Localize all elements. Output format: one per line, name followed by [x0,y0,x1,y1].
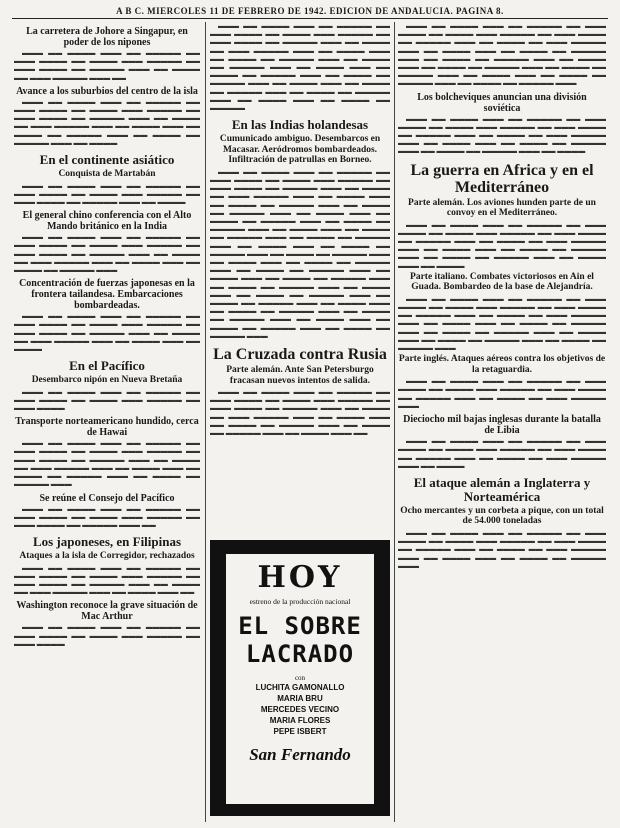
headline: Se reúne el Consejo del Pacífico [39,492,175,504]
section-headline: La Cruzada contra Rusia [213,346,387,363]
subheadline: Ocho mercantes y un corbeta a pique, con un total de 54.000 toneladas [400,505,604,527]
subheadline: Parte alemán. Ante San Petersburgo fracasan nuevos intentos de salida. [226,365,374,386]
ad-cinema-name: San Fernando [249,745,351,764]
cinema-advertisement [210,540,390,816]
ad-cast-list [226,682,374,737]
headline: Los bolcheviques anuncian una división soviética [417,91,587,114]
article-body: ▬▬▬ ▬▬ ▬▬▬▬ ▬▬▬ ▬▬ ▬▬▬▬▬ ▬▬ ▬▬▬ ▬▬▬▬ ▬▬ ▬▬▬▬ ▬▬▬ ▬▬▬▬▬ ▬▬ ▬▬▬ ▬▬▬▬ ▬▬ ▬▬▬▬▬ ▬▬▬ ▬▬ ▬▬▬▬ ▬▬ ▬▬▬ ▬▬▬▬▬ ▬▬▬ ▬▬ ▬▬▬▬ ▬▬▬ ▬▬ ▬▬▬▬ ▬▬ ▬▬▬▬▬ ▬▬▬ [14,233,200,274]
headline: La carretera de Johore a Singapur, en poder de los nipones [26,26,188,48]
headline: El general chino conferencia con el Alto Mando británico en la India [22,210,192,233]
section-headline: La guerra en Africa y en el Mediterráneo [410,161,594,196]
section-headline: El ataque alemán a Inglaterra y Norteamérica [413,474,591,504]
ad-cast-member: MERCEDES VECINO [260,705,340,714]
section-headline: En las Indias holandesas [231,117,369,133]
article-body: ▬▬▬ ▬▬ ▬▬▬▬ ▬▬▬ ▬▬ ▬▬▬▬▬ ▬▬ ▬▬▬ ▬▬▬▬ ▬▬ ▬▬▬▬ ▬▬▬ ▬▬▬▬▬ ▬▬ ▬▬▬ ▬▬▬▬ ▬▬ ▬▬▬▬▬ ▬▬▬ ▬▬ ▬▬▬▬ ▬▬ ▬▬▬ ▬▬▬▬▬ ▬▬▬ ▬▬ ▬▬▬▬ ▬▬▬ ▬▬ ▬▬▬▬ ▬▬ ▬▬▬▬▬ ▬▬▬ [398,528,606,570]
article-body: ▬▬▬ ▬▬ ▬▬▬▬ ▬▬▬ ▬▬ ▬▬▬▬▬ ▬▬ ▬▬▬ ▬▬▬▬ ▬▬ ▬▬▬▬ ▬▬▬ ▬▬▬▬▬ ▬▬ ▬▬▬ ▬▬▬▬ ▬▬ ▬▬▬▬▬ ▬▬▬ ▬▬ ▬▬▬▬ ▬▬ ▬▬▬ ▬▬▬▬▬ ▬▬▬ [398,377,606,410]
article-body: ▬▬▬ ▬▬ ▬▬▬▬ ▬▬▬ ▬▬ ▬▬▬▬▬ ▬▬ ▬▬▬ ▬▬▬▬ ▬▬ ▬▬▬▬ ▬▬▬ ▬▬▬▬▬ ▬▬ ▬▬▬ ▬▬▬▬ ▬▬ ▬▬▬▬▬ ▬▬▬ ▬▬ ▬▬▬▬ ▬▬ ▬▬▬ ▬▬▬▬▬ ▬▬▬ ▬▬ ▬▬▬▬ ▬▬▬ ▬▬ ▬▬▬▬ ▬▬ ▬▬▬▬▬ ▬▬▬ ▬▬ ▬▬▬▬ ▬▬ ▬▬▬▬▬ ▬▬▬ ▬▬ ▬▬▬▬ ▬▬▬ ▬▬ ▬▬▬▬ ▬▬ ▬▬▬▬▬ ▬▬▬ ▬▬ ▬▬▬▬ ▬▬ ▬▬▬▬▬ ▬▬▬ ▬▬ ▬▬▬▬ ▬▬▬ ▬▬ ▬▬▬▬ ▬▬ ▬▬▬▬▬ ▬▬▬ ▬▬ ▬▬▬▬ ▬▬ ▬▬▬▬▬ ▬▬▬ ▬▬ ▬▬▬▬ ▬▬▬ ▬▬ ▬▬▬▬ ▬▬ ▬▬▬▬▬ ▬▬▬ ▬▬ ▬▬▬▬ ▬▬ ▬▬▬▬▬ ▬▬▬ ▬▬ ▬▬▬▬ ▬▬▬ ▬▬ ▬▬▬▬ ▬▬ ▬▬▬▬▬ ▬▬▬ ▬▬ ▬▬▬▬ ▬▬ ▬▬▬▬▬ ▬▬▬ ▬▬ ▬▬▬▬ ▬▬▬ ▬▬ ▬▬▬▬ ▬▬ ▬▬▬▬▬ ▬▬▬ ▬▬ ▬▬▬▬ ▬▬ ▬▬▬▬▬ ▬▬▬ ▬▬ ▬▬▬▬ ▬▬▬ ▬▬ ▬▬▬▬ ▬▬ ▬▬▬▬▬ ▬▬▬ ▬▬ ▬▬▬▬ ▬▬ ▬▬▬▬▬ ▬▬▬ ▬▬ ▬▬▬▬ ▬▬▬ ▬▬ ▬▬▬▬ ▬▬ ▬▬▬▬▬ ▬▬▬ ▬▬ ▬▬▬▬ ▬▬ ▬▬▬▬▬ ▬▬▬ ▬▬ ▬▬▬▬ ▬▬▬ ▬▬ ▬▬▬▬ ▬▬ ▬▬▬▬▬ ▬▬▬ ▬▬ ▬▬▬▬ ▬▬ ▬▬▬▬▬ ▬▬▬ [210,167,390,340]
ad-film-line1: EL SOBRE [238,612,362,640]
headline: Transporte norteamericano hundido, cerca de Hawai [15,416,199,439]
ad-cast-member: PEPE ISBERT [273,727,327,736]
subheadline: Desembarco nipón en Nueva Bretaña [31,375,183,386]
headline: Concentración de fuerzas japonesas en la frontera tailandesa. Embarcaciones bombardeadas. [19,278,195,312]
subheadline: Cumunicado ambiguo. Desembarcos en Macasar. Aeródromos bombardeados. Infiltración de patrullas en Borneo. [219,134,381,166]
article-body: ▬▬▬ ▬▬ ▬▬▬▬ ▬▬▬ ▬▬ ▬▬▬▬▬ ▬▬ ▬▬▬ ▬▬▬▬ ▬▬ ▬▬▬▬ ▬▬▬ ▬▬▬▬▬ ▬▬ ▬▬▬ ▬▬▬▬ ▬▬ ▬▬▬▬▬ ▬▬▬ ▬▬ ▬▬▬▬ ▬▬ ▬▬▬ ▬▬▬▬▬ ▬▬▬ ▬▬ ▬▬▬▬ ▬▬▬ ▬▬ ▬▬▬▬ [14,312,200,353]
column-rule [394,22,395,822]
article-body: ▬▬▬ ▬▬ ▬▬▬▬ ▬▬▬ ▬▬ ▬▬▬▬▬ ▬▬ ▬▬▬ ▬▬▬▬ ▬▬ ▬▬▬▬ ▬▬▬ ▬▬▬▬▬ ▬▬ ▬▬▬ ▬▬▬▬ ▬▬ ▬▬▬▬▬ ▬▬▬ ▬▬ ▬▬▬▬ [14,181,200,206]
article-body: ▬▬▬ ▬▬ ▬▬▬▬ ▬▬▬ ▬▬ ▬▬▬▬▬ ▬▬ ▬▬▬ ▬▬▬▬ ▬▬ ▬▬▬▬ ▬▬▬ ▬▬▬▬▬ ▬▬ ▬▬▬ ▬▬▬▬ [14,623,200,648]
column-left [14,22,200,822]
ad-cast-member: MARIA BRU [277,694,323,703]
article-body: ▬▬▬ ▬▬ ▬▬▬▬ ▬▬▬ ▬▬ ▬▬▬▬▬ ▬▬ ▬▬▬ ▬▬▬▬ ▬▬ ▬▬▬▬ ▬▬▬ ▬▬▬▬▬ ▬▬ ▬▬▬ ▬▬▬▬ ▬▬ ▬▬▬▬▬ ▬▬▬ ▬▬ [14,504,200,529]
ad-estreno: estreno de la producción nacional [249,597,351,606]
headline: Dieciocho mil bajas inglesas durante la batalla de Libia [403,414,601,437]
article-body: ▬▬▬ ▬▬ ▬▬▬▬ ▬▬▬ ▬▬ ▬▬▬▬▬ ▬▬ ▬▬▬ ▬▬▬▬ ▬▬ ▬▬▬▬ ▬▬▬ ▬▬▬▬▬ ▬▬ ▬▬▬ ▬▬▬▬ ▬▬ ▬▬▬▬▬ ▬▬▬ ▬▬ ▬▬▬▬ ▬▬ ▬▬▬ ▬▬▬▬▬ ▬▬▬ ▬▬ ▬▬▬▬ ▬▬▬ ▬▬ ▬▬▬▬ ▬▬ ▬▬▬▬▬ ▬▬▬ ▬▬ ▬▬▬▬ ▬▬ ▬▬▬▬▬ ▬▬▬ ▬▬ ▬▬▬▬ ▬▬▬ ▬▬ ▬▬▬▬ [398,220,606,270]
article-body: ▬▬▬ ▬▬ ▬▬▬▬ ▬▬▬ ▬▬ ▬▬▬▬▬ ▬▬ ▬▬▬ ▬▬▬▬ ▬▬ ▬▬▬▬ ▬▬▬ ▬▬▬▬▬ ▬▬ ▬▬▬ ▬▬▬▬ ▬▬ ▬▬▬▬▬ ▬▬▬ ▬▬ ▬▬▬▬ ▬▬ ▬▬▬ ▬▬▬▬▬ ▬▬▬ ▬▬ [14,49,200,82]
section-headline: Los japoneses, en Filipinas [32,534,182,550]
subheadline: Parte inglés. Ataques aéreos contra los objetivos de la retaguardia. [398,354,606,375]
article-body: ▬▬▬ ▬▬ ▬▬▬▬ ▬▬▬ ▬▬ ▬▬▬▬▬ ▬▬ ▬▬▬ ▬▬▬▬ ▬▬ ▬▬▬▬ ▬▬▬ ▬▬▬▬▬ ▬▬ ▬▬▬ ▬▬▬▬ ▬▬ ▬▬▬▬▬ ▬▬▬ ▬▬ ▬▬▬▬ ▬▬ ▬▬▬ ▬▬▬▬▬ ▬▬▬ ▬▬ ▬▬▬▬ ▬▬▬ ▬▬ ▬▬▬▬ ▬▬ ▬▬▬▬▬ ▬▬▬ ▬▬ ▬▬▬▬ ▬▬ ▬▬▬▬▬ ▬▬▬ [14,439,200,489]
article-body: ▬▬▬ ▬▬ ▬▬▬▬ ▬▬▬ ▬▬ ▬▬▬▬▬ ▬▬ ▬▬▬ ▬▬▬▬ ▬▬ ▬▬▬▬ ▬▬▬ ▬▬▬▬▬ ▬▬ ▬▬▬ ▬▬▬▬ ▬▬ ▬▬▬▬▬ ▬▬▬ ▬▬ ▬▬▬▬ ▬▬ ▬▬▬ ▬▬▬▬▬ ▬▬▬ ▬▬ ▬▬▬▬ ▬▬▬ ▬▬ ▬▬▬▬ ▬▬ ▬▬▬▬▬ ▬▬▬ ▬▬ ▬▬▬▬ ▬▬ ▬▬▬▬▬ ▬▬▬ ▬▬ ▬▬▬▬ ▬▬▬ ▬▬ ▬▬▬▬ ▬▬ ▬▬▬▬▬ ▬▬▬ ▬▬ ▬▬▬▬ ▬▬ ▬▬▬▬▬ ▬▬▬ ▬▬ ▬▬▬▬ ▬▬▬ ▬▬ ▬▬▬▬ ▬▬ ▬▬▬▬▬ ▬▬▬ ▬▬ ▬▬▬▬ ▬▬ ▬▬▬▬▬ ▬▬▬ ▬▬ ▬▬▬▬ ▬▬▬ ▬▬ ▬▬▬▬ ▬▬ ▬▬▬▬▬ [210,22,390,113]
ad-hoy: HOY [257,560,343,595]
page-header: A B C. MIERCOLES 11 DE FEBRERO DE 1942. EDICION DE ANDALUCIA. PAGINA 8. [12,6,608,19]
column-right [398,22,606,822]
headline: Avance a los suburbios del centro de la isla [16,85,198,97]
subheadline: Ataques a la isla de Corregidor, rechazados [19,551,195,562]
article-body: ▬▬▬ ▬▬ ▬▬▬▬ ▬▬▬ ▬▬ ▬▬▬▬▬ ▬▬ ▬▬▬ ▬▬▬▬ ▬▬ ▬▬▬▬ ▬▬▬ ▬▬▬▬▬ ▬▬ ▬▬▬ ▬▬▬▬ [14,387,200,413]
article-body: ▬▬▬ ▬▬ ▬▬▬▬ ▬▬▬ ▬▬ ▬▬▬▬▬ ▬▬ ▬▬▬ ▬▬▬▬ ▬▬ ▬▬▬▬ ▬▬▬ ▬▬▬▬▬ ▬▬ ▬▬▬ ▬▬▬▬ ▬▬ ▬▬▬▬▬ ▬▬▬ ▬▬ ▬▬▬▬ ▬▬ ▬▬▬ ▬▬▬▬▬ ▬▬▬ ▬▬ ▬▬▬▬ ▬▬▬ ▬▬ [14,563,200,597]
subheadline: Parte italiano. Combates victoriosos en Ain el Guada. Bombardeo de la base de Alejandría. [410,271,594,293]
ad-con: con [294,674,306,682]
subheadline: Conquista de Martabán [58,169,156,180]
ad-cast-member: LUCHITA GAMONALLO [255,683,345,692]
ad-film-title [226,612,374,668]
article-body: ▬▬▬ ▬▬ ▬▬▬▬ ▬▬▬ ▬▬ ▬▬▬▬▬ ▬▬ ▬▬▬ ▬▬▬▬ ▬▬ ▬▬▬▬ ▬▬▬ ▬▬▬▬▬ ▬▬ ▬▬▬ ▬▬▬▬ ▬▬ ▬▬▬▬▬ ▬▬▬ ▬▬ ▬▬▬▬ ▬▬ ▬▬▬ ▬▬▬▬▬ ▬▬▬ ▬▬ ▬▬▬▬ ▬▬▬ ▬▬ ▬▬▬▬ ▬▬ ▬▬▬▬▬ ▬▬▬ ▬▬ ▬▬▬▬ ▬▬ ▬▬▬▬▬ ▬▬▬ ▬▬ ▬▬▬▬ ▬▬▬ ▬▬ ▬▬▬▬ ▬▬ ▬▬▬▬▬ ▬▬▬ ▬▬ ▬▬▬▬ ▬▬ ▬▬▬▬▬ ▬▬▬ ▬▬ ▬▬▬▬ ▬▬▬ ▬▬ ▬▬▬▬ ▬▬ ▬▬▬▬▬ ▬▬▬ ▬▬ ▬▬▬▬ ▬▬ ▬▬▬▬▬ ▬▬▬ [398,22,606,88]
article-body: ▬▬▬ ▬▬ ▬▬▬▬ ▬▬▬ ▬▬ ▬▬▬▬▬ ▬▬ ▬▬▬ ▬▬▬▬ ▬▬ ▬▬▬▬ ▬▬▬ ▬▬▬▬▬ ▬▬ ▬▬▬ ▬▬▬▬ ▬▬ ▬▬▬▬▬ ▬▬▬ ▬▬ ▬▬▬▬ ▬▬ ▬▬▬ ▬▬▬▬▬ ▬▬▬ ▬▬ ▬▬▬▬ ▬▬▬ ▬▬ ▬▬▬▬ ▬▬ ▬▬▬▬▬ ▬▬▬ ▬▬ ▬▬▬▬ ▬▬ ▬▬▬▬▬ ▬▬▬ ▬▬ ▬▬▬▬ ▬▬▬ ▬▬ ▬▬▬▬ ▬▬ ▬▬▬▬▬ ▬▬▬ ▬▬ ▬▬▬▬ ▬▬ ▬▬▬▬▬ ▬▬▬ [398,294,606,353]
ad-film-line2: LACRADO [245,640,355,668]
article-body: ▬▬▬ ▬▬ ▬▬▬▬ ▬▬▬ ▬▬ ▬▬▬▬▬ ▬▬ ▬▬▬ ▬▬▬▬ ▬▬ ▬▬▬▬ ▬▬▬ ▬▬▬▬▬ ▬▬ ▬▬▬ ▬▬▬▬ ▬▬ ▬▬▬▬▬ ▬▬▬ ▬▬ ▬▬▬▬ ▬▬ ▬▬▬ ▬▬▬▬▬ ▬▬▬ ▬▬ ▬▬▬▬ [398,437,606,470]
section-headline: En el Pacífico [69,358,145,374]
advertisement-panel [226,554,374,804]
headline: Washington reconoce la grave situación de Mac Arthur [16,600,198,623]
ad-cast-member: MARIA FLORES [269,716,331,725]
subheadline: Parte alemán. Los aviones hunden parte de un convoy en el Mediterráneo. [408,197,596,219]
column-middle [210,22,390,534]
article-body: ▬▬▬ ▬▬ ▬▬▬▬ ▬▬▬ ▬▬ ▬▬▬▬▬ ▬▬ ▬▬▬ ▬▬▬▬ ▬▬ ▬▬▬▬ ▬▬▬ ▬▬▬▬▬ ▬▬ ▬▬▬ ▬▬▬▬ ▬▬ ▬▬▬▬▬ ▬▬▬ ▬▬ ▬▬▬▬ ▬▬ ▬▬▬ ▬▬▬▬▬ ▬▬▬ ▬▬ ▬▬▬▬ ▬▬▬ ▬▬ ▬▬▬▬ ▬▬ ▬▬▬▬▬ ▬▬▬ ▬▬ ▬▬▬▬ ▬▬ ▬▬▬▬▬ ▬▬▬ ▬▬ ▬▬▬▬ [398,114,606,156]
article-body: ▬▬▬ ▬▬ ▬▬▬▬ ▬▬▬ ▬▬ ▬▬▬▬▬ ▬▬ ▬▬▬ ▬▬▬▬ ▬▬ ▬▬▬▬ ▬▬▬ ▬▬▬▬▬ ▬▬ ▬▬▬ ▬▬▬▬ ▬▬ ▬▬▬▬▬ ▬▬▬ ▬▬ ▬▬▬▬ ▬▬ ▬▬▬ ▬▬▬▬▬ ▬▬▬ ▬▬ ▬▬▬▬ ▬▬▬ ▬▬ ▬▬▬▬ ▬▬ ▬▬▬▬▬ ▬▬▬ ▬▬ ▬▬▬▬ ▬▬ ▬▬▬▬▬ ▬▬▬ ▬▬ ▬▬▬▬ [14,97,200,147]
article-body: ▬▬▬ ▬▬ ▬▬▬▬ ▬▬▬ ▬▬ ▬▬▬▬▬ ▬▬ ▬▬▬ ▬▬▬▬ ▬▬ ▬▬▬▬ ▬▬▬ ▬▬▬▬▬ ▬▬ ▬▬▬ ▬▬▬▬ ▬▬ ▬▬▬▬▬ ▬▬▬ ▬▬ ▬▬▬▬ ▬▬ ▬▬▬ ▬▬▬▬▬ ▬▬▬ ▬▬ ▬▬▬▬ ▬▬▬ ▬▬ ▬▬▬▬ ▬▬ ▬▬▬▬▬ ▬▬▬ ▬▬ ▬▬▬▬ ▬▬ ▬▬▬▬▬ ▬▬▬ ▬▬ ▬▬▬▬ ▬▬▬ ▬▬ [210,388,390,438]
column-rule [205,22,206,822]
section-headline: En el continente asiático [39,152,175,168]
